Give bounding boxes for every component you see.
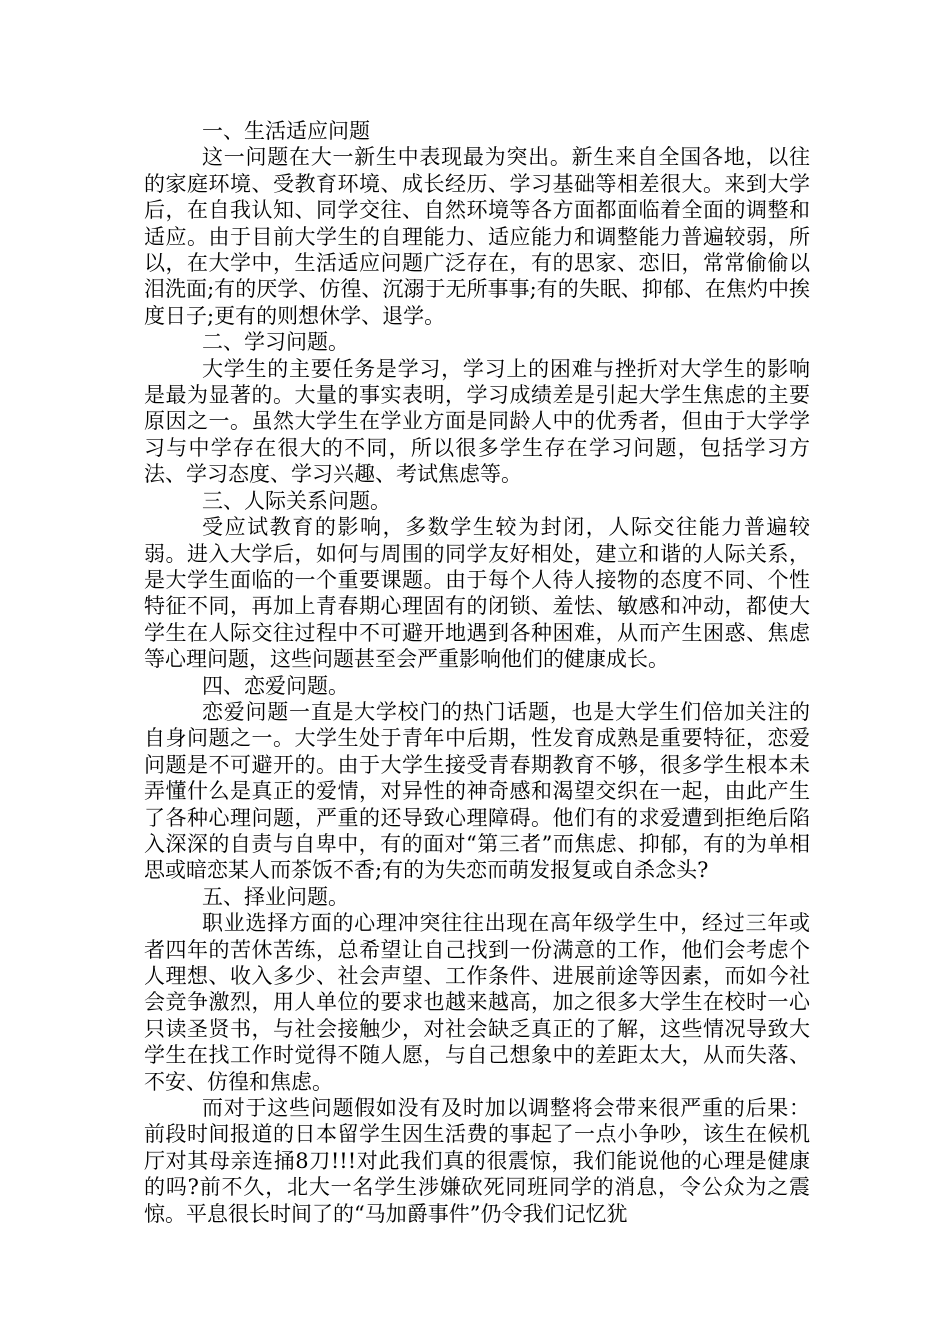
document-body — [144, 118, 810, 1227]
closing-paragraph: 而对于这些问题假如没有及时加以调整将会带来很严重的后果：前段时间报道的日本留学生因生活费的事起了一点小争吵，该生在候机厅对其母亲连捅8刀!!!对此我们真的很震惊，我们能说他的心理是健康的吗?前不久，北大一名学生涉嫌砍死同班同学的消息，令公众为之震惊。平息很长时间了的“马加爵事件”仍令我们记忆犹 — [144, 1096, 810, 1226]
section-heading-1: 一、生活适应问题 — [202, 119, 370, 143]
section-paragraph-4: 恋爱问题一直是大学校门的热门话题，也是大学生们倍加关注的自身问题之一。大学生处于青年中后期，性发育成熟是重要特征，恋爱问题是不可避开的。由于大学生接受青春期教育不够，很多学生根本未弄懂什么是真正的爱情，对异性的神奇感和渴望交织在一起，由此产生了各种心理问题，严重的还导致心理障碍。他们有的求爱遭到拒绝后陷入深深的自责与自卑中，有的面对“第三者”而焦虑、抑郁，有的为单相思或暗恋某人而茶饭不香;有的为失恋而萌发报复或自杀念头? — [144, 699, 810, 883]
section-heading-4: 四、恋爱问题。 — [202, 673, 349, 698]
section-heading-5: 五、择业问题。 — [202, 884, 349, 909]
section-heading-3: 三、人际关系问题。 — [202, 488, 391, 513]
section-paragraph-5: 职业选择方面的心理冲突往往出现在高年级学生中，经过三年或者四年的苦休苦练，总希望让自己找到一份满意的工作，他们会考虑个人理想、收入多少、社会声望、工作条件、进展前途等因素，而如今社会竞争激烈，用人单位的要求也越来越高，加之很多大学生在校时一心只读圣贤书，与社会接触少，对社会缺乏真正的了解，这些情况导致大学生在找工作时觉得不随人愿，与自己想象中的差距太大，从而失落、不安、仿徨和焦虑。 — [144, 911, 810, 1094]
section-heading-2: 二、学习问题。 — [202, 330, 349, 355]
section-paragraph-1: 这一问题在大一新生中表现最为突出。新生来自全国各地，以往的家庭环境、受教育环境、成长经历、学习基础等相差很大。来到大学后，在自我认知、同学交往、自然环境等各方面都面临着全面的调整和适应。由于目前大学生的自理能力、适应能力和调整能力普遍较弱，所以，在大学中，生活适应问题广泛存在，有的思家、恋旧，常常偷偷以泪洗面;有的厌学、仿徨、沉溺于无所事事;有的失眠、抑郁、在焦灼中挨度日子;更有的则想休学、退学。 — [144, 145, 810, 328]
section-paragraph-3: 受应试教育的影响，多数学生较为封闭，人际交往能力普遍较弱。进入大学后，如何与周围的同学友好相处，建立和谐的人际关系，是大学生面临的一个重要课题。由于每个人待人接物的态度不同、个性特征不同，再加上青春期心理固有的闭锁、羞怯、敏感和冲动，都使大学生在人际交往过程中不可避开地遇到各种困难，从而产生困惑、焦虑等心理问题，这些问题甚至会严重影响他们的健康成长。 — [144, 515, 810, 672]
section-paragraph-2: 大学生的主要任务是学习，学习上的困难与挫折对大学生的影响是最为显著的。大量的事实表明，学习成绩差是引起大学生焦虑的主要原因之一。虽然大学生在学业方面是同龄人中的优秀者，但由于大学学习与中学存在很大的不同，所以很多学生存在学习问题，包括学习方法、学习态度、学习兴趣、考试焦虑等。 — [144, 356, 810, 487]
